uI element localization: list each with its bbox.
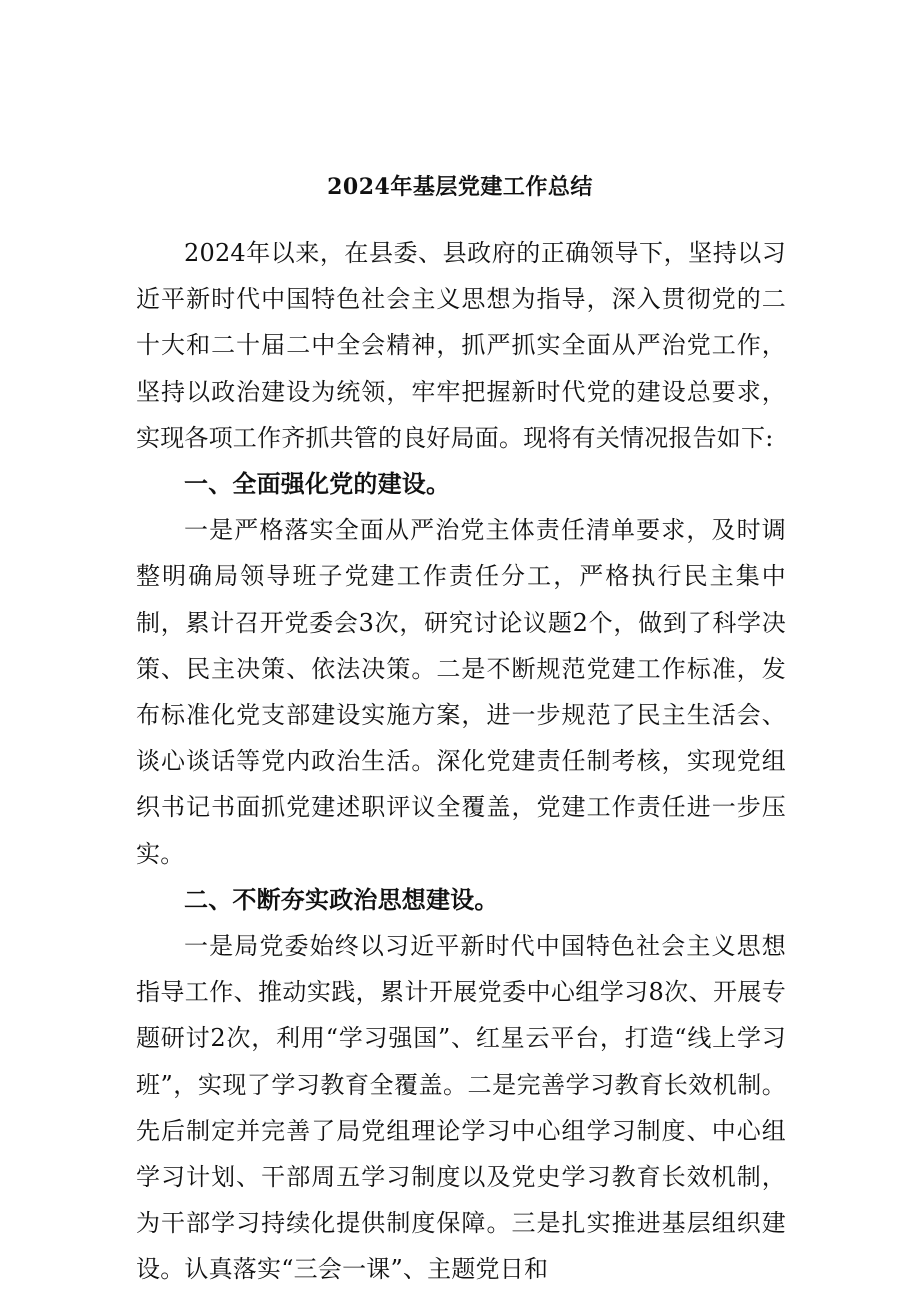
intro-paragraph: 2024年以来，在县委、县政府的正确领导下，坚持以习近平新时代中国特色社会主义思想为指导，深入贯彻党的二十大和二十届二中全会精神，抓严抓实全面从严治党工作，坚持以政治建设为统领，牢牢把握新时代党的建设总要求，实现各项工作齐抓共管的良好局面。现将有关情况报告如下: xyxy=(136,239,786,452)
section-paragraph-2: 一是局党委始终以习近平新时代中国特色社会主义思想指导工作、推动实践，累计开展党委中心组学习8次、开展专题研讨2次，利用“学习强国”、红星云平台，打造“线上学习班”，实现了学习教育全覆盖。二是完善学习教育长效机制。先后制定并完善了局党组理论学习中心组学习制度、中心组学习计划、干部周五学习制度以及党史学习教育长效机制，为干部学习持续化提供制度保障。三是扎实推进基层组织建设。认真落实“三会一课”、主题党日和 xyxy=(136,932,786,1284)
section-heading-2: 二、不断夯实政治思想建设。 xyxy=(184,884,499,914)
document-title: 2024年基层党建工作总结 xyxy=(327,174,593,200)
section-heading-1: 一、全面强化党的建设。 xyxy=(184,469,451,499)
section-paragraph-1: 一是严格落实全面从严治党主体责任清单要求，及时调整明确局领导班子党建工作责任分工，严格执行民主集中制，累计召开党委会3次，研究讨论议题2个，做到了科学决策、民主决策、依法决策。二是不断规范党建工作标准，发布标准化党支部建设实施方案，进一步规范了民主生活会、谈心谈话等党内政治生活。深化党建责任制考核，实现党组织书记书面抓党建述职评议全覆盖，党建工作责任进一步压实。 xyxy=(136,516,786,868)
document-body xyxy=(136,230,786,1293)
